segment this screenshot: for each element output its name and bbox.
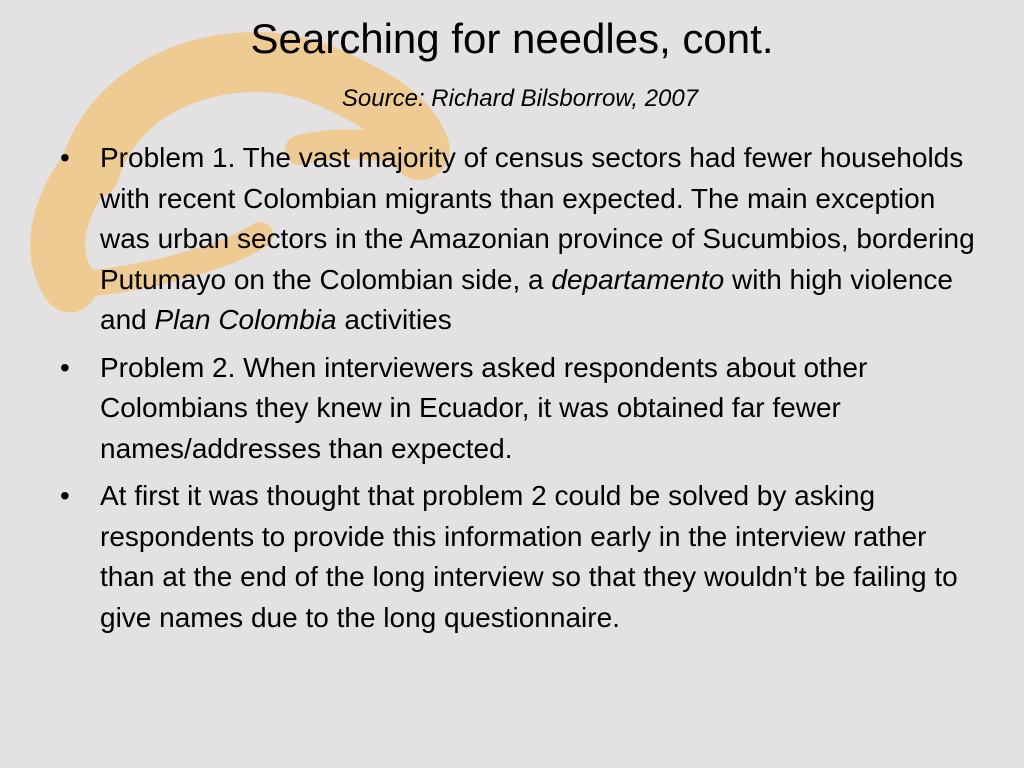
slide-title: Searching for needles, cont. xyxy=(250,15,774,62)
bullet-1-emphasis-departamento: departamento xyxy=(551,263,725,295)
bullet-1-emphasis-plan-colombia: Plan Colombia xyxy=(154,304,337,335)
bullet-3-text: At first it was thought that problem 2 could be solved by asking respondents to provide this information early in the interview rather than at the end of the long interview so that they wouldn’t be failing to give names due to the long questionnaire. xyxy=(100,480,958,633)
bullet-item-2 xyxy=(56,348,976,470)
bullet-1-text: Problem 1. The vast majority of census sectors had fewer households with recent Colombian migrants than expected. The main exception was urban sectors in the Amazonian province of Sucumbios, bordering Putumayo on the Colombian side, a xyxy=(100,142,975,295)
bullet-item-3 xyxy=(56,476,976,638)
bullet-marker: • xyxy=(60,480,70,511)
bullet-2-text: Problem 2. When interviewers asked respondents about other Colombians they knew in Ecuador, it was obtained far fewer names/addresses than expected. xyxy=(100,351,868,464)
bullet-1-text-cont: with high violence and xyxy=(100,263,953,335)
bullet-list xyxy=(56,138,976,645)
bullet-marker: • xyxy=(60,142,70,173)
bullet-1-text-end: activities xyxy=(336,304,452,335)
slide-subtitle-source: Source: Richard Bilsborrow, 2007 xyxy=(341,85,699,112)
bullet-marker: • xyxy=(60,351,70,383)
bullet-item-1 xyxy=(56,138,976,341)
